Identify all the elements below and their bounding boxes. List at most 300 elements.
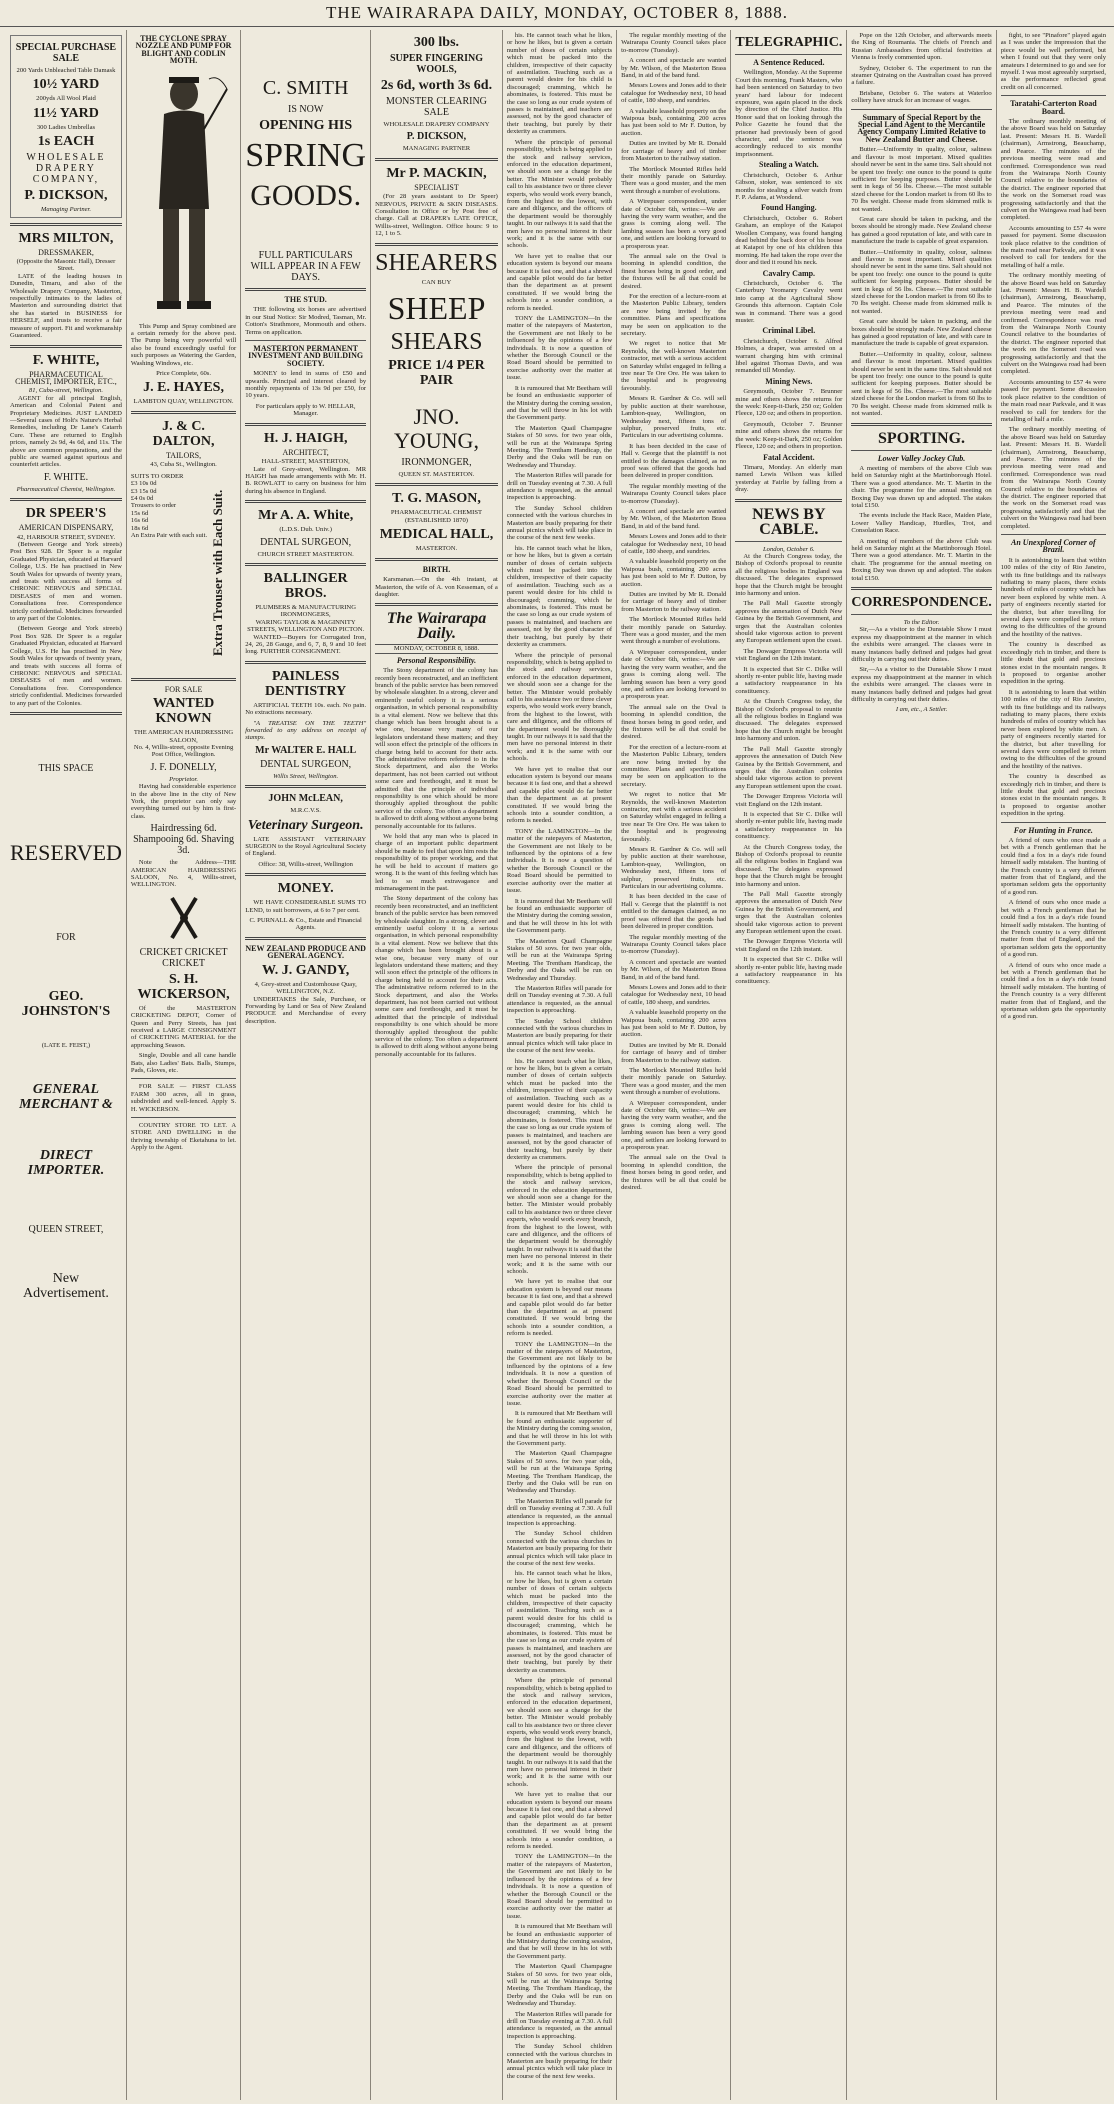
news-text: Brisbane, October 6. The waters at Waterloo colliery have struck for an increase of wages. xyxy=(851,89,992,105)
article-text: The annual sale on the Oval is booming in splendid condition, the finest horses being in good order, and the fixtures will be all that could be desired. xyxy=(621,703,727,741)
investment-text: MONEY to lend in sums of £50 and upwards. Principal and interest cleared by monthly repayments of 13s 9d per £50, for 10 years. xyxy=(245,370,367,400)
report-text: Butter.—Uniformity in quality, colour, saltness and flavour is most important. Mixed qualities should never be sent in the same tins. Salt should not be spent too freely: one ounce to the pound is quite sufficient for keeping purposes. Butter should be sent in kegs of 56 lbs. Cheese.—The most suitable sized cheese for the London market is from 60 lbs to 70 lbs weight. Cheese made from skimmed milk is not wanted. xyxy=(851,146,992,213)
article-text: A concert and spectacle are wanted by Mr. Wilson, of the Masterton Brass Band, in aid of the band fund. xyxy=(621,507,727,530)
article-text: A Wirepuser correspondent, under date of October 6th, writes:—We are having the very warm weather, and the grass is coming along well. The lambing season has been a very good one, and settlers are looking forward to a prosperous year. xyxy=(621,198,727,250)
article-text: A valuable leasehold property on the Waipoua bush, containing 200 acres has just been sold to Mr F. Dutton, by auction. xyxy=(621,558,727,588)
divider xyxy=(735,499,842,502)
divider xyxy=(245,563,366,566)
hayes-name: J. E. HAYES, xyxy=(143,380,224,396)
reserved-line: RESERVED xyxy=(10,839,122,865)
smith-particulars: FULL PARTICULARS WILL APPEAR IN A FEW DAYS. xyxy=(250,250,361,283)
board-text: Accounts amounting to £57 4s were passed for payment. Some discussion took place relative to the condition of the main road near Parkvale, and it was resolved to call for tenders for the metalling of half a mile. xyxy=(1000,378,1106,423)
cable-date: London, October 6. xyxy=(763,545,815,553)
speer-name: DR SPEER'S xyxy=(25,506,107,522)
money-text: WE HAVE CONSIDERABLE SUMS TO LEND, to suit borrowers, at 6 to 7 per cent. xyxy=(245,899,367,914)
spacer xyxy=(245,217,366,247)
stud-title: THE STUD. xyxy=(284,295,327,304)
article-text: It is rumoured that Mr Beetham will be found an enthusiastic supporter of the Ministry during the coming session, and that he will throw in his lot with the Government party. xyxy=(506,1410,613,1447)
divider xyxy=(375,243,498,246)
article-text: The Mortlock Mounted Rifles held their monthly parade on Saturday. There was a good muster, and the men went through a number of evolutions. xyxy=(621,165,727,195)
price: PRICE 1/4 PER PAIR xyxy=(388,358,485,389)
column-8 xyxy=(847,30,996,2100)
article-text: The Masterton Rifles will parade for drill on Tuesday evening at 7.30. A full attendance is requested, as the annual inspection is approaching. xyxy=(506,2010,613,2040)
corr-to: To the Editor. xyxy=(903,619,940,626)
gandy-text: UNDERTAKES the Sale, Purchase, or Forwarding by Land or Sea of New Zealand PRODUCE and Merchandise of every description. xyxy=(245,995,367,1025)
corr-text: Sir,—As a visitor to the Dunstable Show I must express my disappointment at the manner in which the exhibits were arranged. The classes were in many instances badly defined and judges had great difficulty in carrying out their duties. xyxy=(851,626,992,664)
divider xyxy=(245,288,366,291)
news-text: Greymouth, October 7. Brunner mine and others shows the returns for the week: Keep-it-Dark, 250 oz; Golden Fleece, 120 oz; and others in proportion. xyxy=(735,388,843,418)
dalton-side-banner: Extra Trouser with Each Suit. xyxy=(210,489,226,656)
article-text: Messrs Lowes and Jones add to their catalogue for Wednesday next, 10 head of cattle, 180 sheep, and sundries. xyxy=(621,533,727,555)
white-name: F. WHITE, xyxy=(32,352,100,368)
ad-line: 300 Ladies Umbrellas xyxy=(36,123,96,131)
divider xyxy=(375,603,498,606)
white-sign: F. WHITE. xyxy=(43,471,89,483)
report-text: Great care should be taken in packing, and the boxes should be strongly made. New Zealand cheese has gained a good reputation of late, and with care in manufacture the trade is capable of great expansion. xyxy=(851,318,992,348)
white2-title: DENTAL SURGEON, xyxy=(260,536,352,548)
unexp-text: The country is described as exceedingly rich in timber, and there is little doubt that gold and precious stones exist in the mountain ranges. It is proposed to organise another expedition in the spring. xyxy=(1000,641,1106,686)
hair-prices: Hairdressing 6d. Shampooing 6d. Shaving 3d. xyxy=(133,823,234,857)
board-text: The ordinary monthly meeting of the above Board was held on Saturday last. Present: Messrs H. B. Wardell (chairman), Armstrong, Beauchamp, and Pearce. The minutes of the previous meeting were read and confirmed. Correspondence was read from the Wairarapa North County Council relative to the boundaries of the district. The engineer reported that the work on the Somerset road was progressing satisfactorily and that the culvert on the Waingawa road had been completed. xyxy=(1000,426,1106,530)
article-text: Messrs R. Gardner & Co. will sell by public auction at their warehouse, Lambton-quay, Wellington, on Wednesday next, fifteen tons of sulphur, preserved fruits, etc. Particulars in our advertising columns. xyxy=(621,395,727,440)
queen-st: QUEEN ST. MASTERTON. xyxy=(398,471,475,479)
mason-name: T. G. MASON, xyxy=(392,491,481,507)
board-text: The ordinary monthly meeting of the above Board was held on Saturday last. Present: Messrs H. B. Wardell (chairman), Armstrong, Beauchamp, and Pearce. The minutes of the previous meeting were read and confirmed. Correspondence was read from the Wairarapa North County Council relative to the boundaries of the district. The engineer reported that the work on the Somerset road was progressing satisfactorily and that the culvert on the Waingawa road had been completed. xyxy=(1000,118,1106,222)
spacer xyxy=(10,946,122,986)
wholesale: WHOLESALE DRAPERY COMPANY xyxy=(383,121,490,128)
sport-head: Lower Valley Jockey Club. xyxy=(877,453,966,463)
column-7 xyxy=(731,30,847,2100)
wanted-addr: No. 4, Willis-street, opposite Evening Post Office, Wellington. xyxy=(133,743,234,759)
milton-addr: (Opposite the Masonic Hall), Dresser Street. xyxy=(16,258,116,273)
corr-title: CORRESPONDENCE. xyxy=(851,595,992,610)
paper-date: MONDAY, OCTOBER 8, 1888. xyxy=(375,644,498,653)
spacer xyxy=(10,1049,122,1079)
article-text: TONY the LAMINGTON—In the matter of the ratepayers of Masterton, the Government are not likely to be influenced by the opinions of a few individuals. It is now a question of whether the Borough Council or the Road Board should be permitted to exercise authority over the matter at issue. xyxy=(506,827,613,895)
cable-text: At the Church Congress today, the Bishop of Oxford's proposal to reunite all the religious bodies in England was discussed. The delegates expressed hope that the Church might be brought into harmony and union. xyxy=(735,843,843,888)
donelly-text: Having had considerable experience in the above line in the city of New York, the proprietor can only say everything turned out by him is first-class. xyxy=(130,783,237,820)
divider xyxy=(851,109,991,110)
article-text: A valuable leasehold property on the Waipoua bush, containing 200 acres has just been sold to Mr F. Dutton, by auction. xyxy=(621,1009,727,1039)
gandy-name: W. J. GANDY, xyxy=(262,962,350,978)
shearers: SHEARERS xyxy=(375,249,498,276)
dalton-addr: 43, Cuba St., Wellington. xyxy=(150,461,217,469)
article-text: A concert and spectacle are wanted by Mr. Wilson, of the Masterton Brass Band, in aid of the band fund. xyxy=(621,958,727,981)
spacer xyxy=(10,1238,122,1268)
masthead: THE WAIRARAPA DAILY, MONDAY, OCTOBER 8, 1888. xyxy=(0,0,1114,27)
article-text: The annual sale on the Oval is booming in splendid condition, the finest horses being in good order, and the fixtures will be all that could be desired. xyxy=(621,252,727,290)
article-text: Duties are invited by Mr R. Donald for carriage of heavy and of timber from Masterton to the railway station. xyxy=(621,591,727,613)
news-text: Sydney, October 6. The experiment to run the steamer Quiraing on the Australian coast has proved a failure. xyxy=(851,64,992,87)
news-head: A Sentence Reduced. xyxy=(753,58,825,67)
divider xyxy=(131,411,236,414)
spacer xyxy=(245,32,366,72)
white2-addr: CHURCH STREET MASTERTON. xyxy=(257,550,354,558)
sheep: SHEEP xyxy=(387,290,486,327)
divider xyxy=(1001,822,1106,823)
ad-wholesale: WHOLESALE DRAPERY COMPANY, xyxy=(26,152,106,186)
news-text: Timaru, Monday. An elderly man named Lewis Wilson was killed yesterday at Fairlie by falling from a dray. xyxy=(735,463,843,494)
haigh-text: Late of Grey-street, Wellington. MR HAIGH has made arrangements with Mr. H. B. ROWLATT to carry on business for him during his absence in England. xyxy=(245,465,367,495)
news-head: Stealing a Watch. xyxy=(759,160,819,170)
article-text: It is rumoured that Mr Beetham will be found an enthusiastic supporter of the Ministry during the coming session, and that he will throw in his lot with the Government party. xyxy=(506,1923,613,1960)
divider xyxy=(10,345,122,348)
column-2 xyxy=(127,30,241,2100)
news-text: Christchurch, October 6. Alfred Holmes, a draper, was arrested on a warrant charging him with criminal libel against Thomas Davis, and was remanded till Monday. xyxy=(735,337,843,375)
price-line: £3 10s 0d xyxy=(130,480,157,488)
divider xyxy=(851,423,991,426)
white-text: AGENT for all principal English, American and Colonial Patent and Proprietary Medicines. JUST LANDED—Several cases of Holt's Nature's Herbal Remedies, including Dr Lane's Catarrh Cure. These are returned to English prices, namely 2s 9d, 4s 6d, and 11s. The above are common preparations, and the public are warned against spurious and counterfeit articles. xyxy=(10,394,122,469)
article-text: Where the principle of personal responsibility, which is being applied to the stock and railway services, enforced in the education department, we should soon see a change for the better. The Minister would probably call to his assistance two or three clever experts, who would work every branch, from the highest to the lowest, with care and diligence, and the officers of the department would be thoroughly taught. In our railways it is said that the men have no personal interest in their work; and it is the same with our schools. xyxy=(506,1677,613,1788)
smith-goods: GOODS. xyxy=(250,179,362,212)
white-addr: 81, Cuba-street, Wellington. xyxy=(28,387,103,395)
spacer xyxy=(10,1115,122,1145)
cyclone-title: THE CYCLONE SPRAY NOZZLE AND PUMP FOR BLIGHT AND CODLIN MOTH. xyxy=(135,34,232,66)
investment-for: For particulars apply to W. HELLAR, Manager. xyxy=(255,402,356,418)
article-text: his. He cannot teach what he likes, or how he likes, but is given a certain number of doses of certain subjects which must be packed into the children, irrespective of their capacity of assimilation. Teaching such as a parent would desire for his child is discouraged; cramming, which he abominates, is fostered. This must be the case so long as our crude system of passes is maintained, and teachers are assessed, not by the good character of their teaching, but purely by their dexterity as crammers. xyxy=(506,544,613,649)
reserved-line: DIRECT IMPORTER. xyxy=(27,1148,105,1179)
article-text: The regular monthly meeting of the Wairarapa County Council takes place to-morrow (Tuesday). xyxy=(621,933,727,956)
hall-name: Mr WALTER E. HALL xyxy=(255,744,357,756)
dickson-role: MANAGING PARTNER xyxy=(402,145,471,153)
column-5 xyxy=(503,30,617,2100)
divider xyxy=(851,587,991,590)
price-line: An Extra Pair with each suit. xyxy=(130,531,208,539)
article-text: The annual sale on the Oval is booming in splendid condition, the finest horses being in good order, and the fixtures will be all that could be desired. xyxy=(621,1154,727,1192)
report-text: Great care should be taken in packing, and the boxes should be strongly made. New Zealand cheese has gained a good reputation of late, and with care in manufacture the trade is capable of great expansion. xyxy=(851,215,992,246)
article-text: It is rumoured that Mr Beetham will be found an enthusiastic supporter of the Ministry during the coming session, and that he will throw in his lot with the Government party. xyxy=(506,897,613,935)
wool-super: SUPER FINGERING WOOLS, xyxy=(389,53,484,75)
ballinger-wanted: WANTED—Buyers for Corrugated Iron, 24, 26, 28 Gauge, and 6, 7, 8, 9 and 10 feet long. FURTHER CONSIGNMENT. xyxy=(245,633,367,656)
article-text: his. He cannot teach what he likes, or how he likes, but is given a certain number of doses of certain subjects which must be packed into the children, irrespective of their capacity of assimilation. Teaching such as a parent would desire for his child is discouraged; cramming, which he abominates, is fostered. This must be the case so long as our crude system of passes is maintained, and teachers are assessed, not by the good character of their teaching, but purely by their dexterity as crammers. xyxy=(506,1057,613,1161)
article-text: Duties are invited by Mr R. Donald for carriage of heavy and of timber from Masterton to the railway station. xyxy=(621,1041,727,1064)
price-line: 15s 6d xyxy=(130,509,149,517)
wickerson-sale: FOR SALE — FIRST CLASS FARM 300 acres, all in grass, subdivided and well-fenced. Apply S. H. WICKERSON. xyxy=(130,1083,237,1113)
leader-title: Personal Responsibility. xyxy=(396,655,477,665)
article-text: For the erection of a lecture-room at the Masterton Public Library, tenders are now being invited by the committee. Plans and specifications may be seen on application to the secretary. xyxy=(621,293,727,338)
article-text: We regret to notice that Mr Reynolds, the well-known Masterton contractor, met with a serious accident on Saturday whilst engaged in felling a tree near Te Ore Ore. He was taken to the hospital and is progressing favourably. xyxy=(621,340,727,392)
donelly-name: J. F. DONELLY, xyxy=(150,761,217,773)
unexp-text: It is astonishing to learn that within 100 miles of the city of Rio Janeiro, with its fine buildings and its railways radiating to many places, there exists hundreds of miles of country which has never been explored by white men. A party of engineers recently started for the district, but after travelling for several days were compelled to return owing to the difficulties of the ground and the hostility of the natives. xyxy=(1000,556,1106,638)
mason-addr: MASTERTON. xyxy=(415,545,458,553)
mclean-office: Office: 38, Willis-street, Wellington xyxy=(258,860,353,868)
young: JNO. YOUNG, xyxy=(394,404,479,454)
crossed-bats-icon xyxy=(164,893,204,943)
price-line: Trousers to order xyxy=(130,502,177,510)
hall-addr: Willis Street, Wellington. xyxy=(273,772,339,780)
article-text: The Sunday School children connected with the various churches in Masterton are busily preparing for their annual picnics which will take place in the course of the next few weeks. xyxy=(506,1017,613,1055)
smith-is: IS NOW xyxy=(288,104,324,115)
shears: SHEARS xyxy=(390,329,483,356)
cable-text: The Dowager Empress Victoria will visit England on the 12th instant. xyxy=(735,938,843,953)
column-1 xyxy=(6,30,127,2100)
nz-produce: NEW ZEALAND PRODUCE AND GENERAL AGENCY. xyxy=(245,943,366,961)
ballinger-addr: WARING TAYLOR & MAGINNITY STREETS, WELLINGTON AND PICTON. xyxy=(247,618,365,634)
ad-role: Managing Partner. xyxy=(40,206,92,214)
divider xyxy=(375,158,498,161)
sport-text: A meeting of members of the above Club was held on Saturday night at the Martinborough Hotel. There was a good attendance. Mr. T. Martin in the chair. The programme for the annual meeting on Boxing Day was drawn up and adopted. The stakes total £150. xyxy=(851,537,992,582)
cyclone-price: Price Complete, 60s. xyxy=(156,370,212,378)
fun-title: For Hunting in France. xyxy=(1013,825,1093,835)
dalton-block xyxy=(131,473,236,673)
mason-hall: MEDICAL HALL, xyxy=(379,527,494,543)
board-text: The ordinary monthly meeting of the above Board was held on Saturday last. Present: Messrs H. B. Wardell (chairman), Armstrong, Beauchamp, and Pearce. The minutes of the previous meeting were read and confirmed. Correspondence was read from the Wairarapa North County Council relative to the boundaries of the district. The engineer reported that the work on the Somerset road was progressing satisfactorily and that the culvert on the Waingawa road had been completed. xyxy=(1000,272,1106,376)
divider xyxy=(245,785,366,788)
column-9 xyxy=(997,30,1110,2100)
news-head: Cavalry Camp. xyxy=(762,268,816,278)
mclean-name: JOHN McLEAN, xyxy=(268,793,343,805)
price-line: £4 0s 0d xyxy=(130,494,154,502)
cable-title: NEWS BY CABLE. xyxy=(752,505,826,538)
article-text: It has been decided in the case of Hall v. George that the plaintiff is not entitled to the damages claimed, as no proof was offered that the goods had been delivered in proper condition. xyxy=(621,893,727,931)
hair-note: Note the Address—THE AMERICAN HAIRDRESSING SALOON, No. 4, Willis-street, WELLINGTON. xyxy=(130,859,237,889)
article-text: The regular monthly meeting of the Wairarapa County Council takes place to-morrow (Tuesday). xyxy=(621,32,727,54)
haigh-role: ARCHITECT, xyxy=(282,447,329,457)
news-text: Wellington, Monday. At the Supreme Court this morning, Frank Masters, who had been sentenced on Saturday to two years' hard labour for indecent exposure, was again placed in the dock by direction of the Chief Justice. His Honor said that on looking through the Police Gazette he found that the prisoner had previously been of good character, and the sentence was accordingly reduced to six months' imprisonment. xyxy=(735,69,843,158)
milton-role: DRESSMAKER, xyxy=(38,247,94,257)
divider xyxy=(851,614,991,615)
column-3 xyxy=(241,30,371,2100)
report-title: Summary of Special Report by the Special Land Agent to the Mercantile Agency Company Limited Relative to New Zealand Butter and Cheese. xyxy=(857,112,986,144)
milton-name: MRS MILTON, xyxy=(18,230,114,246)
painless-text: ARTIFICIAL TEETH 10s. each. No pain. No extractions necessary. xyxy=(245,701,367,717)
ad-price: 11½ YARD xyxy=(33,105,99,121)
column-6 xyxy=(617,30,731,2100)
news-text: Pope on the 12th October, and afterwards meets the King of Roumania. The chiefs of French and Russian Ambassadors from official festivities at Vienna is freely commented upon. xyxy=(851,32,992,62)
speer-text: (Between George and York streets) Post Box 928. Dr Speer is a regular Graduated Physician, educated at Harvard College, U.S. He has practised in New South Wales for upwards of twenty years, and treats with success all forms of CHRONIC NERVOUS and SPECIAL DISEASES of men and women. Consultations free. Correspondence strictly confidential. Medicines forwarded to any part of the Colonies. xyxy=(10,541,122,623)
article-text: It is rumoured that Mr Beetham will be found an enthusiastic supporter of the Ministry during the coming session, and that he will throw in his lot with the Government party. xyxy=(506,384,613,422)
speer-text: (Between George and York streets) Post Box 928. Dr Speer is a regular Graduated Physician, educated at Harvard College, U.S. He has practised in New South Wales for upwards of twenty years, and treats with success all forms of CHRONIC NERVOUS and SPECIAL DISEASES of men and women. Consultations free. Correspondence strictly confidential. Medicines forwarded to any part of the Colonies. xyxy=(10,625,122,707)
cable-text: The Dowager Empress Victoria will visit England on the 12th instant. xyxy=(735,647,843,663)
ironmonger: IRONMONGER, xyxy=(401,457,472,469)
spacer xyxy=(375,391,498,401)
article-text: The Masterton Quail Champagne Stakes of 50 sovs. for two year olds, will be run at the Wairarapa Spring Meeting. The Trentham Handicap, the Derby and the Oaks will be run on Wednesday and Thursday. xyxy=(506,1450,613,1495)
mclean-deg: M.R.C.V.S. xyxy=(290,807,321,815)
divider xyxy=(131,678,236,681)
article-text: TONY the LAMINGTON—In the matter of the ratepayers of Masterton, the Government are not likely to be influenced by the opinions of a few individuals. It is now a question of whether the Borough Council or the Road Board should be permitted to exercise authority over the matter at issue. xyxy=(506,1340,613,1407)
paper-title: The Wairarapa Daily. xyxy=(386,610,487,643)
report-text: Butter.—Uniformity in quality, colour, saltness and flavour is most important. Mixed qualities should never be sent in the same tins. Salt should not be spent too freely: one ounce to the pound is quite sufficient for keeping purposes. Butter should be sent in kegs of 56 lbs. Cheese.—The most suitable sized cheese for the London market is from 60 lbs to 70 lbs weight. Cheese made from skimmed milk is not wanted. xyxy=(851,248,992,315)
ad-price: 10½ YARD xyxy=(32,77,100,93)
unexp-text: The country is described as exceedingly rich in timber, and there is little doubt that gold and precious stones exist in the mountain ranges. It is proposed to organise another expedition in the spring. xyxy=(1000,773,1106,818)
wanted-sub: THE AMERICAN HAIRDRESSING SALOON, xyxy=(133,729,234,744)
cable-text: It is expected that Sir C. Dilke will shortly re-enter public life, having made a satisfactory reappearance in his constituency. xyxy=(735,665,843,695)
news-text: Christchurch, October 6. The Canterbury Yeomanry Cavalry went into camp at the Agricultural Show Grounds this afternoon. Captain Cole was in command. There was a good muster. xyxy=(735,279,843,324)
board-head: Taratahi-Carterton Road Board. xyxy=(1010,99,1097,116)
wanted-title: WANTED KNOWN xyxy=(152,696,215,727)
column-4 xyxy=(371,30,503,2100)
gandy-addr: 4, Grey-street and Customhouse Quay, WELLINGTON, N.Z. xyxy=(254,980,357,996)
article-text: For the erection of a lecture-room at the Masterton Public Library, tenders are now being invited by the committee. Plans and specifications may be seen on application to the secretary. xyxy=(621,743,727,788)
board-text: Accounts amounting to £57 4s were passed for payment. Some discussion took place relative to the condition of the main road near Parkvale, and it was resolved to call for tenders for the metalling of half a mile. xyxy=(1000,224,1106,269)
cable-text: At the Church Congress today, the Bishop of Oxford's proposal to reunite all the religious bodies in England was discussed. The delegates expressed hope that the Church might be brought into harmony and union. xyxy=(735,552,843,597)
reserved-line: GEO. JOHNSTON'S xyxy=(21,988,111,1019)
divider xyxy=(1001,95,1106,96)
haigh-name: H. J. HAIGH, xyxy=(263,430,348,446)
cable-text: It is expected that Sir C. Dilke will shortly re-enter public life, having made a satisfactory reappearance in his constituency. xyxy=(735,810,843,841)
spacer xyxy=(10,869,122,929)
divider xyxy=(131,1117,236,1118)
reserved-line: THIS SPACE xyxy=(38,762,94,774)
monster: MONSTER CLEARING SALE xyxy=(386,96,487,118)
white-role: PHARMACEUTICAL CHEMIST, IMPORTER, ETC., xyxy=(15,369,117,386)
cable-text: The Dowager Empress Victoria will visit England on the 12th instant. xyxy=(735,793,843,808)
speer-sub: AMERICAN DISPENSARY, xyxy=(18,523,114,533)
money-title: MONEY. xyxy=(277,881,334,897)
fun-text: A friend of ours who once made a bet with a French gentleman that he could find a fox in a day's ride found himself sadly mistaken. The hunting of the French country is a very different matter from that of England, and the sportsman seldom gets the opportunity of a good run. xyxy=(1000,961,1106,1021)
columns xyxy=(6,30,1110,2100)
news-head: Criminal Libel. xyxy=(762,326,816,336)
sport-text: A meeting of members of the above Club was held on Saturday night at the Martinborough Hotel. There was a good attendance. Mr. T. Martin in the chair. The programme for the annual meeting on Boxing Day was drawn up and adopted. The stakes total £150. xyxy=(851,464,992,509)
article-text: The Masterton Quail Champagne Stakes of 50 sovs. for two year olds, will be run at the Wairarapa Spring Meeting. The Trentham Handicap, the Derby and the Oaks will be run on Wednesday and Thursday. xyxy=(506,937,613,982)
divider xyxy=(375,483,498,486)
article-text: We regret to notice that Mr Reynolds, the well-known Masterton contractor, met with a serious accident on Saturday whilst engaged in felling a tree near Te Ore Ore. He was taken to the hospital and is progressing favourably. xyxy=(621,791,727,843)
divider xyxy=(375,558,498,561)
mackin-text: (For 28 years assistant to Dr Speer) NERVOUS, PRIVATE & SKIN DISEASES. Consultation in Office or by Post free of charge. Call at DRAPER's LATE OFFICE, Willis-street, Wellington. Office hours: 9 to 12, 1 to 5. xyxy=(375,193,498,238)
unexp-text: It is astonishing to learn that within 100 miles of the city of Rio Janeiro, with its fine buildings and its railways radiating to many places, there exists hundreds of miles of country which has never been explored by white men. A party of engineers recently started for the district, but after travelling for several days were compelled to return owing to the difficulties of the ground and the hostility of the natives. xyxy=(1000,688,1106,770)
article-text: The Sunday School children connected with the various churches in Masterton are busily preparing for their annual picnics which will take place in the course of the next few weeks. xyxy=(506,504,613,542)
ad-price: 1s EACH xyxy=(37,134,95,150)
investment-title: MASTERTON PERMANENT INVESTMENT AND BUILDING SOCIETY. xyxy=(248,344,364,368)
money-sign: C. PURNALL & Co., Estate and Financial Agents. xyxy=(249,917,362,932)
article-text: We have yet to realise that our education system is beyond our means because it is fast one, and that a shrewd and capable pilot would do far better than the department as at present constituted. If we would bring the schools into a sounder condition, a reform is needed. xyxy=(506,1278,613,1338)
smith-spring: SPRING xyxy=(245,137,367,174)
cable-text: The Pall Mall Gazette strongly approves the annexation of Dutch New Guinea by the British Government, and urges that the Australian colonies should take vigorous action to prevent any European settlement upon the coast. xyxy=(735,891,843,936)
spacer xyxy=(10,777,122,837)
white2-role: (L.D.S. Dub. Univ.) xyxy=(279,526,332,534)
article-text: We have yet to realise that our education system is beyond our means because it is fast one, and that a shrewd and capable pilot would do far better than the department as at present constituted. If we would bring the schools into a sounder condition, a reform is needed. xyxy=(506,1791,613,1851)
ad-line: 200 Yards Unbleached Table Damask xyxy=(16,67,116,74)
article-text: The Mortlock Mounted Rifles held their monthly parade on Saturday. There was a good muster, and the men went through a number of evolutions. xyxy=(621,1067,727,1097)
divider xyxy=(131,1078,236,1079)
haigh-addr: HALL-STREET, MASTERTON, xyxy=(261,458,350,466)
news-text: Greymouth, October 7. Brunner mine and others shows the returns for the week: Keep-it-Dark, 250 oz; Golden Fleece, 120 oz; and others in proportion. xyxy=(735,420,843,451)
spacer xyxy=(10,1181,122,1221)
article-text: Where the principle of personal responsibility, which is being applied to the stock and railway services, enforced in the education department, we should soon see a change for the better. The Minister would probably call to his assistance two or three clever experts, who would work every branch, from the highest to the lowest, with care and diligence, and the officers of the department would be thoroughly taught. In our railways it is said that the men have no personal interest in their work; and it is the same with our schools. xyxy=(506,1164,613,1275)
article-text: Messrs R. Gardner & Co. will sell by public auction at their warehouse, Lambton-quay, Wellington, on Wednesday next, fifteen tons of sulphur, preserved fruits, etc. Particulars in our advertising columns. xyxy=(621,846,727,891)
mason-est: (ESTABLISHED 1870) xyxy=(404,516,468,524)
article-text: A concert and spectacle are wanted by Mr. Wilson, of the Masterton Brass Band, in aid of the band fund. xyxy=(621,57,727,80)
dalton-name: J. & C. DALTON, xyxy=(152,418,215,449)
divider xyxy=(245,500,366,503)
dalton-prices xyxy=(131,473,214,540)
price-line: 18s 6d xyxy=(130,524,149,532)
birth-text: Karsmanan.—On the 4th instant, at Masterton, the wife of A. von Kesseman, of a daughter. xyxy=(375,576,498,598)
stud-text: THE following six horses are advertised in our Stud Notice: Sir Modred, Tasman, Mr. Cotton's Strathmore, Monmouth and others. Terms on application. xyxy=(245,306,367,336)
hall-title: DENTAL SURGEON, xyxy=(260,758,352,770)
cable-text: The Pall Mall Gazette strongly approves the annexation of Dutch New Guinea by the British Government, and urges that the Australian colonies should take vigorous action to prevent any European settlement upon the coast. xyxy=(735,745,843,790)
smith-name: C. SMITH xyxy=(262,77,349,99)
mclean-text: LATE ASSISTANT VETERINARY SURGEON to the Royal Agricultural Society of England. xyxy=(245,835,367,858)
article-text: TONY the LAMINGTON—In the matter of the ratepayers of Masterton, the Government are not likely to be influenced by the opinions of a few individuals. It is now a question of whether the Borough Council or the Road Board should be permitted to exercise authority over the matter at issue. xyxy=(506,315,613,382)
news-head: Found Hanging. xyxy=(761,203,817,213)
ad-line: 200yds All Wool Plaid xyxy=(36,95,96,103)
divider xyxy=(10,223,122,226)
article-text: The Masterton Rifles will parade for drill on Tuesday evening at 7.30. A full attendance is requested, as the annual inspection is approaching. xyxy=(506,1497,613,1527)
leader-text2: We hold that any man who is placed in charge of an important public department should be made to feel that upon him rests the responsibility of its proper working, and that he will be held to account if matters go wrong. It is the want of this feeling which has led to so much extravagance and mismanagement in the past. xyxy=(375,833,498,892)
leader-text: The Stony department of the colony has recently been reconstructed, and an inefficient branch of the public service has been removed by wholesale slaughter. In a strong, clever and eminently useful colony it is a serious organisation, in which personal responsibility is a vital element. Now we believe that this change which has been brought about is a wise one, because very many of our legislators understand these matters; and they will soon effect the principle of the officers in charge being held to account for their acts. The administrative reform referred to in the Stock department, and also the Works department, has not been carried out without some care and forethought, and it must be admitted that the principle of individual responsibility is one which should be more thoroughly applied throughout the public service of the colony. Too often a department is allowed to drift along without anyone being personally accountable for its failures. xyxy=(375,895,498,1058)
divider xyxy=(245,661,366,664)
article-text: The Sunday School children connected with the various churches in Masterton are busily preparing for their annual picnics which will take place in the course of the next few weeks. xyxy=(506,2043,613,2080)
article-text: A Wirepuser correspondent, under date of October 6th, writes:—We are having the very warm weather, and the grass is coming along well. The lambing season has been a very good one, and settlers are looking forward to a prosperous year. xyxy=(621,1099,727,1152)
reserved-line: QUEEN STREET, xyxy=(28,1224,104,1236)
article-text: Messrs Lowes and Jones add to their catalogue for Wednesday next, 10 head of cattle, 180 sheep, and sundries. xyxy=(621,82,727,105)
article-text: TONY the LAMINGTON—In the matter of the ratepayers of Masterton, the Government are not likely to be influenced by the opinions of a few individuals. It is now a question of whether the Borough Council or the Road Board should be permitted to exercise authority over the matter at issue. xyxy=(506,1853,613,1920)
milton-text: LATE of the leading houses in Dunedin, Timaru, and also of the Wholesale Drapery Company, Masterton, respectfully intimates to the ladies of Masterton and surrounding district that she has started in BUSINESS for HERSELF, and trusts to receive a fair measure of support. Fit and workmanship Guaranteed. xyxy=(10,272,122,340)
man-with-spray-illustration xyxy=(139,69,229,319)
sport-events: The events include the Hack Race, Maiden Plate, Lower Valley Handicap, Hurdles, Trot, and Consolation Race. xyxy=(851,512,992,535)
article-text: It has been decided in the case of Hall v. George that the plaintiff is not entitled to the damages claimed, as no proof was offered that the goods had been delivered in proper condition. xyxy=(621,442,727,480)
price-line: 16s 6d xyxy=(130,517,149,525)
article-text: The Masterton Quail Champagne Stakes of 50 sovs. for two year olds, will be run at the Wairarapa Spring Meeting. The Trentham Handicap, the Derby and the Oaks will be run on Wednesday and Thursday. xyxy=(506,1963,613,2008)
news-head: Mining News. xyxy=(765,376,813,386)
section-title: TELEGRAPHIC. xyxy=(735,35,843,50)
article-text: A valuable leasehold property on the Waipoua bush, containing 200 acres has just been sold to Mr F. Dutton, by auction. xyxy=(621,107,727,137)
article-text: Where the principle of personal responsibility, which is being applied to the stock and railway services, enforced in the education department, we should soon see a change for the better. The Minister would probably call to his assistance two or three clever experts, who would work every branch, from the highest to the lowest, with care and diligence, and the officers of the department would be thoroughly taught. In our railways it is said that the men have no personal interest in their work; and it is the same with our schools. xyxy=(506,138,613,250)
corr-text: Sir,—As a visitor to the Dunstable Show I must express my disappointment at the manner in which the exhibits were arranged. The classes were in many instances badly defined and judges had great difficulty in carrying out their duties. xyxy=(851,666,992,704)
reserved-line: New Advertisement. xyxy=(23,1271,109,1302)
divider xyxy=(245,873,366,876)
sport-title: SPORTING. xyxy=(878,429,966,447)
wickerson-text: Of the MASTERTON CRICKETING DEPOT, Corner of Queen and Perry Streets, has just received a LARGE CONSIGNMENT of CRICKETING MATERIAL for the approaching Season. xyxy=(130,1004,237,1049)
corr-sign: I am, etc., A Settler. xyxy=(895,706,948,714)
article-text: We have yet to realise that our education system is beyond our means because it is fast one, and that a shrewd and capable pilot would do far better than the department as at present constituted. If we would bring the schools into a sounder condition, a reform is needed. xyxy=(506,252,613,312)
cable-text: It is expected that Sir C. Dilke will shortly re-enter public life, having made a satisfactory reappearance in his constituency. xyxy=(735,956,843,986)
reserved-line: GENERAL MERCHANT & xyxy=(19,1082,113,1113)
can-buy: CAN BUY xyxy=(421,278,452,286)
divider xyxy=(10,498,122,501)
fun-text: A friend of ours who once made a bet with a French gentleman that he could find a fox in a day's ride found himself sadly mistaken. The hunting of the French country is a very different matter from that of England, and the sportsman seldom gets the opportunity of a good run. xyxy=(1000,899,1106,959)
article-text: Where the principle of personal responsibility, which is being applied to the stock and railway services, enforced in the education department, we should soon see a change for the better. The Minister would probably call to his assistance two or three clever experts, who would work every branch, from the highest to the lowest, with care and diligence, and the officers of the department would be thoroughly taught. In our railways it is said that the men have no personal interest in their work; and it is the same with our schools. xyxy=(506,651,613,763)
price-line: £3 15s 0d xyxy=(130,487,157,495)
price-line: SUITS TO ORDER xyxy=(130,472,184,480)
wickerson-more: Single, Double and all cane handle Bats, also Ladies' Bats. Balls, Stumps, Pads, Gloves, etc. xyxy=(130,1052,237,1075)
special-purchase-ad xyxy=(10,35,122,218)
ad-firm: P. DICKSON, xyxy=(24,188,108,204)
divider xyxy=(245,340,366,341)
divider xyxy=(735,541,842,542)
article-text: The Masterton Rifles will parade for drill on Tuesday evening at 7.30. A full attendance is requested, as the annual inspection is approaching. xyxy=(506,472,613,502)
speer-addr: 42, HARBOUR STREET, SYDNEY. xyxy=(16,533,116,541)
article-text: his. He cannot teach what he likes, or how he likes, but is given a certain number of doses of certain subjects which must be packed into the children, irrespective of their capacity of assimilation. Teaching such as a parent would desire for his child is discouraged; cramming, which he abominates, is fostered. This must be the case so long as our crude system of passes is maintained, and teachers are assessed, not by the good character of their teaching, but purely by their dexterity as crammers. xyxy=(506,32,613,136)
unexp-title: An Unexplored Corner of Brazil. xyxy=(1011,538,1096,555)
article-text: The Mortlock Mounted Rifles held their monthly parade on Saturday. There was a good muster, and the men went through a number of evolutions. xyxy=(621,616,727,646)
news-text: Christchurch, October 6. Arthur Gibson, stoker, was sentenced to six months for stealing a silver watch from F. P. Adams, at Woodend. xyxy=(735,171,843,201)
article-text: A Wirepuser correspondent, under date of October 6th, writes:—We are having the very warm weather, and the grass is coming along well. The lambing season has been a very good one, and settlers are looking forward to a prosperous year. xyxy=(621,648,727,701)
article-text: Messrs Lowes and Jones add to their catalogue for Wednesday next, 10 head of cattle, 180 sheep, and sundries. xyxy=(621,983,727,1006)
divider xyxy=(245,937,366,940)
cable-text: At the Church Congress today, the Bishop of Oxford's proposal to reunite all the religious bodies in England was discussed. The delegates expressed hope that the Church might be brought into harmony and union. xyxy=(735,698,843,743)
article-text: The regular monthly meeting of the Wairarapa County Council takes place to-morrow (Tuesday). xyxy=(621,482,727,505)
divider xyxy=(1001,534,1106,535)
spacer xyxy=(10,1022,122,1042)
article-text: fight, to see "Pinafore" played again as I was under the impression that the piece would be well performed, but when I found out that they were only amateurs I determined to go and see for myself. I was most agreeably surprised, as the performance reflected great credit on all concerned. xyxy=(1000,32,1106,91)
smith-opening: OPENING HIS xyxy=(259,118,353,133)
wool-price: 2s 6d, worth 3s 6d. xyxy=(380,78,493,93)
reserved-line: FOR xyxy=(56,931,76,943)
article-text: his. He cannot teach what he likes, or how he likes, but is given a certain number of doses of certain subjects which must be packed into the children, irrespective of their capacity of assimilation. Teaching such as a parent would desire for his child is discouraged; cramming, which he abominates, is fostered. This must be the case so long as our crude system of passes is maintained, and teachers are assessed, not by the good character of their teaching, but purely by their dexterity as crammers. xyxy=(506,1570,613,1674)
painless-art: "A TREATISE ON THE TEETH" forwarded to any address on receipt of stamps. xyxy=(245,719,367,742)
hayes-addr: LAMBTON QUAY, WELLINGTON. xyxy=(133,398,234,406)
ballinger-role: PLUMBERS & MANUFACTURING IRONMONGERS, xyxy=(255,603,356,619)
article-text: We have yet to realise that our education system is beyond our means because it is fast one, and that a shrewd and capable pilot would do far better than the department as at present constituted. If we would bring the schools into a sounder condition, a reform is needed. xyxy=(506,765,613,825)
reserved-line: (LATE E. FEIST,) xyxy=(41,1041,91,1049)
white2-name: Mr A. A. White, xyxy=(258,508,354,524)
spacer xyxy=(10,720,122,760)
mclean-title: Veterinary Surgeon. xyxy=(247,817,364,833)
birth-title: BIRTH. xyxy=(422,564,451,574)
white-sub: Pharmaceutical Chemist, Wellington. xyxy=(16,485,116,493)
